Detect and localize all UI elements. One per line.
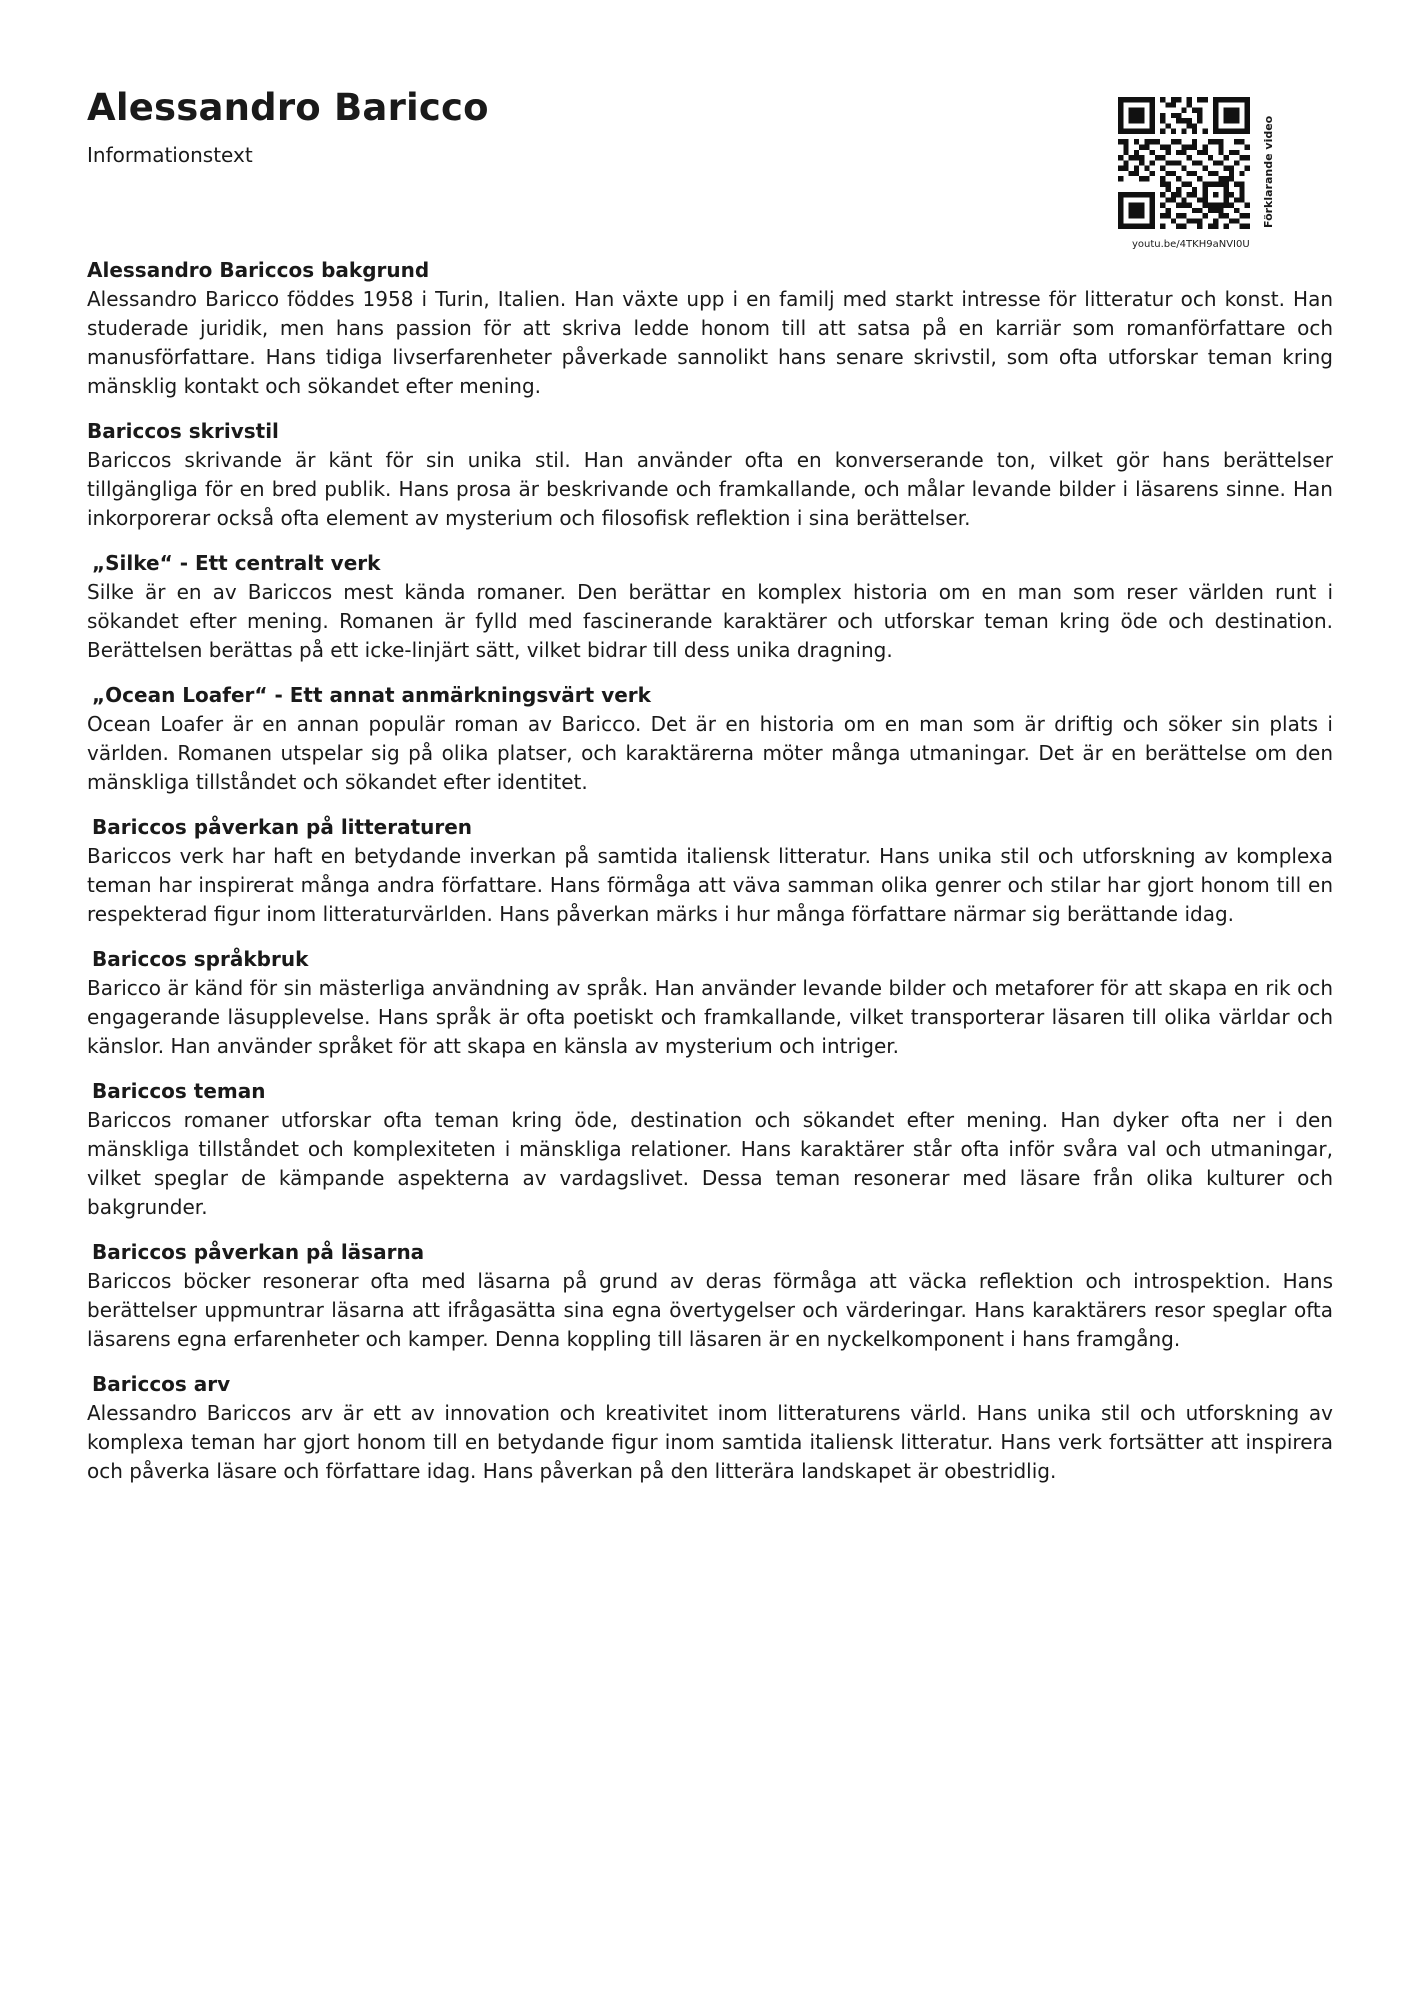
section-background: [87, 256, 1333, 401]
section-body: Bariccos skrivande är känt för sin unika stil. Han använder ofta en konverserande ton, vilket gör hans berättelser tillgängliga för en bred publik. Hans prosa är beskrivande och framkallande, och målar levande bilder i läsarens sinne. Han inkorporerar också ofta element av mysterium och filosofisk reflektion i sina berättelser.: [87, 448, 1333, 530]
qr-video-label: Förklarande video: [1262, 115, 1275, 228]
qr-block: [1118, 97, 1270, 257]
section-body: Alessandro Bariccos arv är ett av innovation och kreativitet inom litteraturens värld. Hans unika stil och utforskning av komplexa teman har gjort honom till en betydande figur inom samtida italiensk litteratur. Hans verk fortsätter att inspirera och påverka läsare och författare idag. Hans påverkan på den litterära landskapet är obestridlig.: [87, 1401, 1333, 1483]
section-body: Ocean Loafer är en annan populär roman av Baricco. Det är en historia om en man som är driftig och söker sin plats i världen. Romanen utspelar sig på olika platser, och karaktärerna möter många utmaningar. Det är en berättelse om den mänskliga tillståndet och sökandet efter identitet.: [87, 712, 1333, 794]
page-title: Alessandro Baricco: [87, 86, 489, 129]
section-body: Silke är en av Bariccos mest kända romaner. Den berättar en komplex historia om en man som reser världen runt i sökandet efter mening. Romanen är fylld med fascinerande karaktärer och utforskar teman kring öde och destination. Berättelsen berättas på ett icke-linjärt sätt, vilket bidrar till dess unika dragning.: [87, 580, 1333, 662]
section-heading: Bariccos skrivstil: [87, 419, 279, 443]
section-heading: Bariccos påverkan på litteraturen: [92, 815, 473, 839]
document-body: [87, 256, 1333, 1502]
page-subtitle: Informationstext: [87, 143, 253, 167]
section-heading: Bariccos teman: [92, 1079, 266, 1103]
section-body: Bariccos romaner utforskar ofta teman kring öde, destination och sökandet efter mening. Han dyker ofta ner i den mänskliga tillståndet och komplexiteten i mänskliga relationer. Hans karaktärer står ofta inför svåra val och utmaningar, vilket speglar de kämpande aspekterna av vardagslivet. Dessa teman resonerar med läsare från olika kulturer och bakgrunder.: [87, 1108, 1333, 1219]
section-reader-influence: [87, 1238, 1333, 1354]
section-heading: Bariccos arv: [92, 1372, 231, 1396]
section-body: Alessandro Baricco föddes 1958 i Turin, Italien. Han växte upp i en familj med starkt intresse för litteratur och konst. Han studerade juridik, men hans passion för att skriva ledde honom till att satsa på en karriär som romanförfattare och manusförfattare. Hans tidiga livserfarenheter påverkade sannolikt hans senare skrivstil, som ofta utforskar teman kring mänsklig kontakt och sökandet efter mening.: [87, 287, 1333, 398]
section-literary-influence: [87, 813, 1333, 929]
section-heading: Bariccos påverkan på läsarna: [92, 1240, 425, 1264]
section-silke: [87, 549, 1333, 665]
section-body: Baricco är känd för sin mästerliga användning av språk. Han använder levande bilder och metaforer för att skapa en rik och engagerande läsupplevelse. Hans språk är ofta poetiskt och framkallande, vilket transporterar läsaren till olika världar och känslor. Han använder språket för att skapa en känsla av mysterium och intriger.: [87, 976, 1333, 1058]
section-writing-style: [87, 417, 1333, 533]
section-heading: „Ocean Loafer“ - Ett annat anmärkningsvärt verk: [92, 683, 651, 707]
qr-code-icon[interactable]: [1118, 97, 1250, 229]
section-themes: [87, 1077, 1333, 1222]
section-body: Bariccos verk har haft en betydande inverkan på samtida italiensk litteratur. Hans unika stil och utforskning av komplexa teman har inspirerat många andra författare. Hans förmåga att väva samman olika genrer och stilar har gjort honom till en respekterad figur inom litteraturvärlden. Hans påverkan märks i hur många författare närmar sig berättande idag.: [87, 844, 1333, 926]
qr-video-link[interactable]: youtu.be/4TKH9aNVI0U: [1132, 239, 1250, 250]
section-heading: Bariccos språkbruk: [92, 947, 309, 971]
section-heading: Alessandro Bariccos bakgrund: [87, 258, 430, 282]
section-body: Bariccos böcker resonerar ofta med läsarna på grund av deras förmåga att väcka reflektion och introspektion. Hans berättelser uppmuntrar läsarna att ifrågasätta sina egna övertygelser och värderingar. Hans karaktärers resor speglar ofta läsarens egna erfarenheter och kamper. Denna koppling till läsaren är en nyckelkomponent i hans framgång.: [87, 1269, 1333, 1351]
section-legacy: [87, 1370, 1333, 1486]
section-language-use: [87, 945, 1333, 1061]
section-ocean-loafer: [87, 681, 1333, 797]
section-heading: „Silke“ - Ett centralt verk: [92, 551, 381, 575]
